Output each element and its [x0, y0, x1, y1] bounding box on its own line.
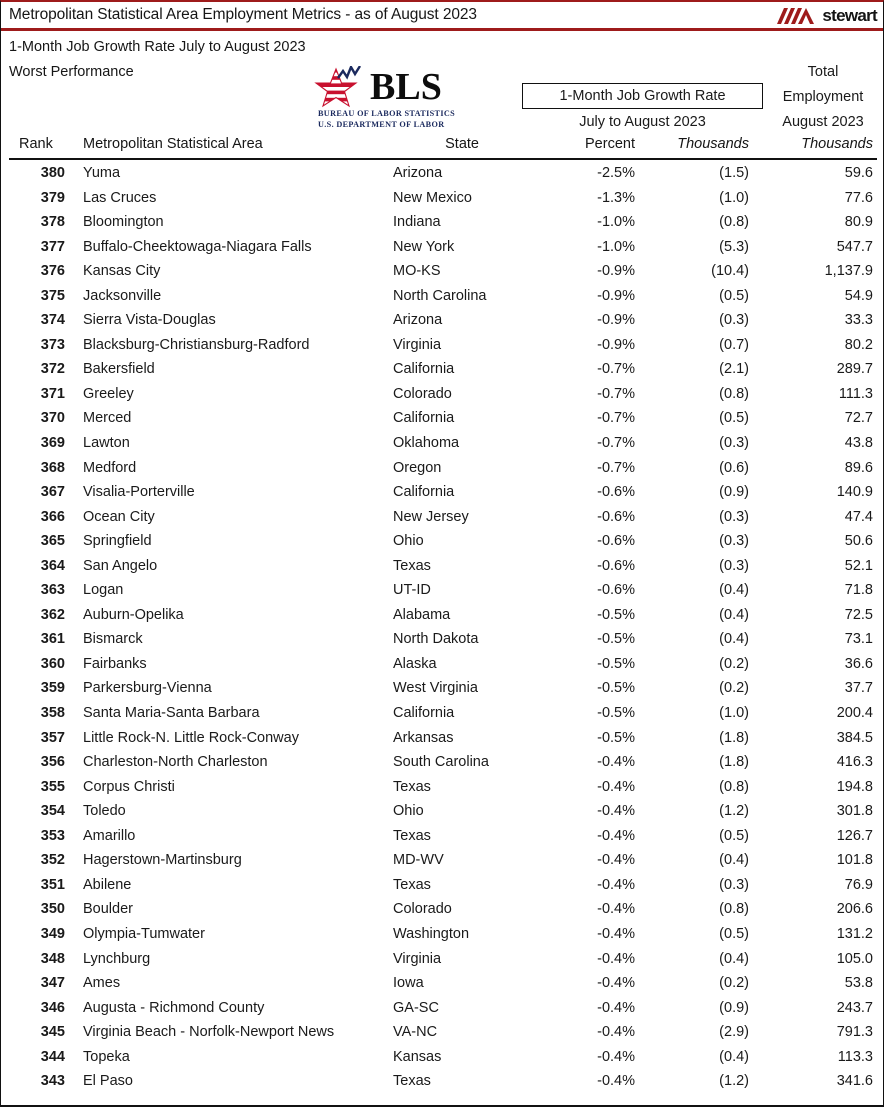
cell-thousands: (1.0)	[719, 705, 749, 722]
subtitle-performance: Worst Performance	[9, 64, 134, 80]
cell-percent: -0.4%	[597, 1024, 635, 1041]
cell-state: Colorado	[393, 901, 452, 918]
cell-total: 113.3	[837, 1048, 873, 1065]
cell-rank: 362	[40, 606, 65, 623]
cell-state: MD-WV	[393, 852, 444, 869]
table-row	[1, 701, 884, 726]
table-header-row	[1, 136, 884, 158]
table-row	[1, 603, 884, 628]
cell-msa: Greeley	[83, 385, 134, 402]
subtitle-metric: 1-Month Job Growth Rate July to August 2023	[9, 39, 306, 55]
cell-percent: -0.5%	[597, 631, 635, 648]
cell-msa: Parkersburg-Vienna	[83, 680, 212, 697]
cell-total: 289.7	[836, 361, 873, 378]
cell-total: 200.4	[836, 705, 873, 722]
table-row	[1, 578, 884, 603]
cell-msa: Las Cruces	[83, 189, 157, 206]
cell-percent: -0.7%	[597, 361, 635, 378]
cell-state: Arizona	[393, 312, 443, 329]
cell-rank: 378	[40, 214, 65, 231]
cell-total: 1,137.9	[824, 263, 873, 280]
stewart-wordmark: stewart	[822, 5, 877, 25]
cell-percent: -0.6%	[597, 533, 635, 550]
table-row	[1, 406, 884, 431]
cell-state: Ohio	[393, 803, 424, 820]
cell-total: 33.3	[844, 312, 873, 329]
cell-state: Washington	[393, 925, 470, 942]
cell-state: Alaska	[393, 655, 437, 672]
cell-msa: Augusta - Richmond County	[83, 999, 265, 1016]
cell-percent: -1.0%	[597, 214, 635, 231]
cell-thousands: (0.8)	[719, 778, 749, 795]
table-row	[1, 726, 884, 751]
cell-msa: Jacksonville	[83, 287, 162, 304]
table-row	[1, 652, 884, 677]
cell-total: 72.7	[844, 410, 873, 427]
column-header-total-thousands: Thousands	[801, 136, 873, 152]
cell-total: 126.7	[836, 827, 873, 844]
cell-total: 416.3	[836, 754, 873, 771]
cell-state: Texas	[393, 557, 431, 574]
cell-thousands: (0.7)	[719, 336, 749, 353]
cell-thousands: (1.8)	[719, 729, 749, 746]
cell-state: Virginia	[393, 336, 442, 353]
cell-percent: -0.9%	[597, 336, 635, 353]
cell-msa: Merced	[83, 410, 132, 427]
table-row	[1, 505, 884, 530]
cell-percent: -0.5%	[597, 680, 635, 697]
cell-rank: 368	[40, 459, 65, 476]
cell-thousands: (0.5)	[719, 287, 749, 304]
cell-total: 301.8	[836, 803, 873, 820]
cell-msa: Ames	[83, 975, 121, 992]
cell-rank: 375	[40, 287, 65, 304]
table-row	[1, 456, 884, 481]
cell-rank: 348	[40, 950, 65, 967]
cell-rank: 367	[40, 484, 65, 501]
cell-state: Colorado	[393, 385, 452, 402]
cell-state: Texas	[393, 876, 431, 893]
cell-msa: Boulder	[83, 901, 133, 918]
cell-percent: -0.4%	[597, 827, 635, 844]
table-row	[1, 235, 884, 260]
cell-percent: -0.7%	[597, 459, 635, 476]
cell-msa: Bismarck	[83, 631, 143, 648]
table-row	[1, 897, 884, 922]
cell-msa: Auburn-Opelika	[83, 606, 184, 623]
column-header-msa: Metropolitan Statistical Area	[83, 136, 263, 152]
cell-rank: 380	[40, 165, 65, 181]
cell-msa: Lynchburg	[83, 950, 151, 967]
cell-thousands: (5.3)	[719, 238, 749, 255]
header-divider	[9, 158, 877, 160]
column-header-state: State	[445, 136, 479, 152]
table-row	[1, 750, 884, 775]
cell-percent: -0.6%	[597, 582, 635, 599]
cell-msa: Springfield	[83, 533, 152, 550]
cell-rank: 377	[40, 238, 65, 255]
cell-total: 77.6	[844, 189, 873, 206]
cell-msa: Ocean City	[83, 508, 155, 525]
cell-rank: 374	[40, 312, 65, 329]
column-header-percent: Percent	[585, 136, 635, 152]
cell-thousands: (0.4)	[719, 606, 749, 623]
cell-thousands: (1.2)	[719, 803, 749, 820]
cell-state: Oklahoma	[393, 435, 460, 452]
cell-rank: 365	[40, 533, 65, 550]
cell-msa: Bloomington	[83, 214, 164, 231]
cell-rank: 345	[40, 1024, 65, 1041]
table-row	[1, 186, 884, 211]
cell-percent: -1.3%	[597, 189, 635, 206]
page-title: Metropolitan Statistical Area Employment Metrics - as of August 2023	[9, 6, 477, 24]
cell-thousands: (0.4)	[719, 1048, 749, 1065]
cell-total: 53.8	[844, 975, 873, 992]
cell-state: Arkansas	[393, 729, 454, 746]
cell-percent: -0.6%	[597, 508, 635, 525]
cell-state: New York	[393, 238, 455, 255]
cell-thousands: (0.8)	[719, 385, 749, 402]
cell-msa: Santa Maria-Santa Barbara	[83, 705, 260, 722]
bls-logo	[314, 66, 486, 128]
cell-thousands: (1.0)	[719, 189, 749, 206]
cell-total: 76.9	[844, 876, 873, 893]
cell-msa: Corpus Christi	[83, 778, 175, 795]
cell-total: 791.3	[836, 1024, 873, 1041]
cell-msa: Sierra Vista-Douglas	[83, 312, 216, 329]
cell-rank: 351	[40, 876, 65, 893]
cell-thousands: (2.1)	[719, 361, 749, 378]
cell-state: California	[393, 361, 455, 378]
cell-rank: 357	[40, 729, 65, 746]
table-row	[1, 210, 884, 235]
cell-state: Alabama	[393, 606, 451, 623]
bls-acronym: BLS	[370, 66, 442, 108]
cell-percent: -0.6%	[597, 557, 635, 574]
cell-thousands: (0.5)	[719, 925, 749, 942]
cell-percent: -0.4%	[597, 901, 635, 918]
cell-rank: 343	[40, 1073, 65, 1090]
cell-msa: Buffalo-Cheektowaga-Niagara Falls	[83, 238, 312, 255]
cell-rank: 353	[40, 827, 65, 844]
total-group-header-line1: Total	[807, 64, 839, 80]
cell-state: Ohio	[393, 533, 424, 550]
table-row	[1, 873, 884, 898]
cell-msa: Logan	[83, 582, 124, 599]
cell-total: 341.6	[836, 1073, 873, 1090]
cell-state: California	[393, 484, 455, 501]
cell-rank: 350	[40, 901, 65, 918]
cell-percent: -0.7%	[597, 435, 635, 452]
stewart-mark-icon	[775, 6, 821, 25]
cell-thousands: (0.3)	[719, 533, 749, 550]
cell-percent: -0.9%	[597, 263, 635, 280]
cell-percent: -1.0%	[597, 238, 635, 255]
table-row	[1, 627, 884, 652]
cell-state: California	[393, 410, 455, 427]
cell-msa: Yuma	[83, 165, 121, 181]
cell-total: 73.1	[844, 631, 873, 648]
cell-thousands: (0.8)	[719, 901, 749, 918]
cell-rank: 369	[40, 435, 65, 452]
cell-thousands: (0.5)	[719, 410, 749, 427]
cell-percent: -0.4%	[597, 975, 635, 992]
cell-total: 243.7	[836, 999, 873, 1016]
cell-total: 59.6	[844, 165, 873, 181]
cell-thousands: (1.2)	[719, 1073, 749, 1090]
cell-rank: 372	[40, 361, 65, 378]
table-row	[1, 529, 884, 554]
cell-msa: Charleston-North Charleston	[83, 754, 268, 771]
cell-thousands: (0.2)	[719, 655, 749, 672]
cell-state: South Carolina	[393, 754, 489, 771]
cell-state: Virginia	[393, 950, 442, 967]
cell-thousands: (0.3)	[719, 557, 749, 574]
cell-msa: El Paso	[83, 1073, 133, 1090]
cell-thousands: (1.5)	[719, 165, 749, 181]
cell-thousands: (0.3)	[719, 508, 749, 525]
cell-msa: Fairbanks	[83, 655, 147, 672]
table-row	[1, 1045, 884, 1070]
cell-thousands: (10.4)	[711, 263, 749, 280]
cell-total: 140.9	[836, 484, 873, 501]
table-body	[1, 161, 884, 1094]
cell-state: Arizona	[393, 165, 443, 181]
cell-total: 101.8	[836, 852, 873, 869]
cell-state: New Mexico	[393, 189, 472, 206]
cell-rank: 371	[40, 385, 65, 402]
table-row	[1, 333, 884, 358]
cell-rank: 360	[40, 655, 65, 672]
cell-total: 131.2	[836, 925, 873, 942]
table-row	[1, 480, 884, 505]
cell-thousands: (0.3)	[719, 312, 749, 329]
rate-group-period: July to August 2023	[579, 114, 706, 130]
cell-percent: -0.4%	[597, 852, 635, 869]
cell-rank: 349	[40, 925, 65, 942]
cell-state: Kansas	[393, 1048, 442, 1065]
cell-percent: -0.7%	[597, 385, 635, 402]
table-row	[1, 971, 884, 996]
total-group-header-line2: Employment	[782, 89, 864, 105]
cell-total: 105.0	[836, 950, 873, 967]
table-row	[1, 947, 884, 972]
cell-rank: 356	[40, 754, 65, 771]
cell-msa: Lawton	[83, 435, 130, 452]
cell-percent: -0.4%	[597, 778, 635, 795]
cell-total: 206.6	[836, 901, 873, 918]
cell-rank: 358	[40, 705, 65, 722]
cell-percent: -0.4%	[597, 925, 635, 942]
cell-percent: -2.5%	[597, 165, 635, 181]
cell-total: 47.4	[844, 508, 873, 525]
cell-total: 37.7	[844, 680, 873, 697]
cell-percent: -0.4%	[597, 754, 635, 771]
cell-msa: Bakersfield	[83, 361, 155, 378]
cell-percent: -0.5%	[597, 655, 635, 672]
table-row	[1, 431, 884, 456]
cell-thousands: (0.3)	[719, 876, 749, 893]
column-header-thousands: Thousands	[677, 136, 749, 152]
cell-total: 547.7	[836, 238, 873, 255]
cell-percent: -0.4%	[597, 1073, 635, 1090]
cell-thousands: (0.2)	[719, 680, 749, 697]
cell-state: West Virginia	[393, 680, 478, 697]
table-row	[1, 676, 884, 701]
cell-total: 43.8	[844, 435, 873, 452]
cell-thousands: (0.9)	[719, 484, 749, 501]
cell-thousands: (0.4)	[719, 852, 749, 869]
cell-state: Texas	[393, 1073, 431, 1090]
cell-msa: Toledo	[83, 803, 126, 820]
cell-rank: 344	[40, 1048, 65, 1065]
table-row	[1, 996, 884, 1021]
cell-state: North Dakota	[393, 631, 479, 648]
cell-rank: 366	[40, 508, 65, 525]
cell-total: 384.5	[836, 729, 873, 746]
cell-state: Indiana	[393, 214, 441, 231]
column-header-rank: Rank	[19, 136, 53, 152]
cell-msa: Medford	[83, 459, 137, 476]
table-row	[1, 1069, 884, 1094]
cell-rank: 376	[40, 263, 65, 280]
cell-percent: -0.4%	[597, 950, 635, 967]
cell-msa: Olympia-Tumwater	[83, 925, 205, 942]
cell-thousands: (0.4)	[719, 631, 749, 648]
cell-state: California	[393, 705, 455, 722]
table-row	[1, 308, 884, 333]
cell-rank: 347	[40, 975, 65, 992]
cell-percent: -0.4%	[597, 876, 635, 893]
cell-thousands: (0.3)	[719, 435, 749, 452]
cell-msa: Amarillo	[83, 827, 136, 844]
cell-state: UT-ID	[393, 582, 431, 599]
table-row	[1, 284, 884, 309]
cell-thousands: (0.4)	[719, 582, 749, 599]
cell-percent: -0.4%	[597, 999, 635, 1016]
cell-percent: -0.9%	[597, 287, 635, 304]
table-row	[1, 922, 884, 947]
cell-rank: 364	[40, 557, 65, 574]
cell-percent: -0.4%	[597, 1048, 635, 1065]
cell-thousands: (0.8)	[719, 214, 749, 231]
table-row	[1, 259, 884, 284]
cell-total: 54.9	[844, 287, 873, 304]
cell-state: New Jersey	[393, 508, 469, 525]
table-row	[1, 775, 884, 800]
cell-rank: 352	[40, 852, 65, 869]
cell-state: Texas	[393, 827, 431, 844]
table-row	[1, 848, 884, 873]
cell-state: VA-NC	[393, 1024, 438, 1041]
cell-state: Oregon	[393, 459, 442, 476]
table-row	[1, 1020, 884, 1045]
cell-total: 72.5	[844, 606, 873, 623]
cell-msa: Topeka	[83, 1048, 130, 1065]
cell-rank: 359	[40, 680, 65, 697]
cell-percent: -0.4%	[597, 803, 635, 820]
cell-total: 71.8	[844, 582, 873, 599]
total-group-header-line3: August 2023	[782, 114, 864, 130]
cell-rank: 363	[40, 582, 65, 599]
table-row	[1, 161, 884, 186]
bls-subtitle-line2: U.S. DEPARTMENT OF LABOR	[318, 120, 445, 130]
cell-state: GA-SC	[393, 999, 439, 1016]
cell-state: Texas	[393, 778, 431, 795]
cell-rank: 373	[40, 336, 65, 353]
table-row	[1, 799, 884, 824]
cell-total: 50.6	[844, 533, 873, 550]
bls-star-icon	[314, 66, 368, 108]
table-row	[1, 824, 884, 849]
cell-total: 89.6	[844, 459, 873, 476]
cell-state: MO-KS	[393, 263, 441, 280]
cell-total: 80.9	[844, 214, 873, 231]
cell-rank: 354	[40, 803, 65, 820]
cell-rank: 370	[40, 410, 65, 427]
cell-percent: -0.9%	[597, 312, 635, 329]
cell-msa: Hagerstown-Martinsburg	[83, 852, 242, 869]
cell-thousands: (0.9)	[719, 999, 749, 1016]
cell-msa: Virginia Beach - Norfolk-Newport News	[83, 1024, 335, 1041]
bls-subtitle-line1: BUREAU OF LABOR STATISTICS	[318, 109, 456, 118]
table-row	[1, 554, 884, 579]
cell-total: 111.3	[838, 385, 873, 402]
stewart-logo	[775, 6, 879, 25]
cell-msa: San Angelo	[83, 557, 158, 574]
cell-msa: Visalia-Porterville	[83, 484, 195, 501]
cell-total: 52.1	[844, 557, 873, 574]
cell-msa: Kansas City	[83, 263, 161, 280]
cell-percent: -0.5%	[597, 729, 635, 746]
cell-thousands: (2.9)	[719, 1024, 749, 1041]
cell-state: North Carolina	[393, 287, 487, 304]
cell-thousands: (1.8)	[719, 754, 749, 771]
cell-thousands: (0.6)	[719, 459, 749, 476]
cell-total: 36.6	[844, 655, 873, 672]
cell-percent: -0.5%	[597, 705, 635, 722]
cell-msa: Abilene	[83, 876, 132, 893]
table-row	[1, 357, 884, 382]
cell-rank: 379	[40, 189, 65, 206]
cell-percent: -0.5%	[597, 606, 635, 623]
cell-rank: 361	[40, 631, 65, 648]
cell-thousands: (0.5)	[719, 827, 749, 844]
cell-total: 194.8	[836, 778, 873, 795]
cell-state: Iowa	[393, 975, 424, 992]
cell-percent: -0.6%	[597, 484, 635, 501]
cell-percent: -0.7%	[597, 410, 635, 427]
rate-group-header-box: 1-Month Job Growth Rate	[522, 83, 763, 109]
table-row	[1, 382, 884, 407]
cell-rank: 346	[40, 999, 65, 1016]
cell-msa: Blacksburg-Christiansburg-Radford	[83, 336, 310, 353]
cell-msa: Little Rock-N. Little Rock-Conway	[83, 729, 299, 746]
cell-thousands: (0.2)	[719, 975, 749, 992]
cell-total: 80.2	[844, 336, 873, 353]
cell-rank: 355	[40, 778, 65, 795]
report-title-bar	[1, 2, 884, 31]
cell-thousands: (0.4)	[719, 950, 749, 967]
